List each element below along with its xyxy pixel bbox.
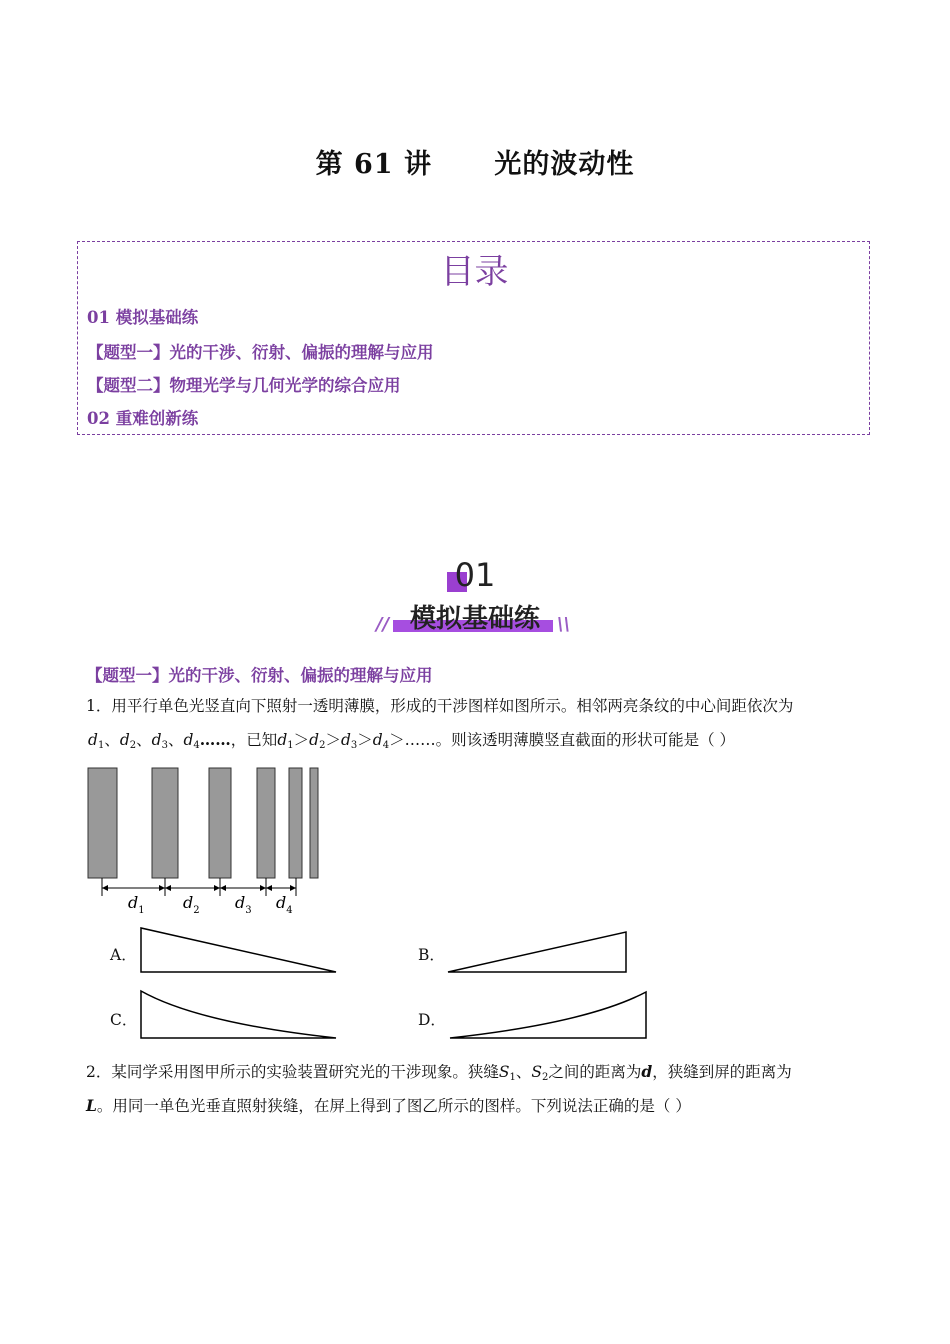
toc-item[interactable]: 【题型二】物理光学与几何光学的综合应用 [87,376,401,395]
fringe-bar [88,768,117,878]
section-number: 01 [454,556,496,594]
option-c-shape[interactable] [138,987,343,1043]
label-d2: $d_2$ [183,893,200,916]
toc-heading: 目录 [440,252,509,292]
option-b-shape[interactable] [445,925,635,977]
fringe-bar [209,768,231,878]
fringe-bar [152,768,178,878]
label-d1: $d_1$ [128,893,145,916]
document-title: 第 61 讲 光的波动性 [315,149,635,180]
fringe-bar [289,768,302,878]
interference-fringe-figure [80,760,340,920]
fringe-bar [310,768,318,878]
toc-item[interactable]: 02 重难创新练 [87,409,199,428]
section-slash-right: \\ [557,614,571,635]
section-slash-left: // [376,614,390,635]
fringe-bar [257,768,275,878]
option-a-label[interactable]: A． [110,946,137,964]
option-d-shape[interactable] [447,987,652,1043]
option-a-shape[interactable] [138,925,343,977]
label-d3: $d_3$ [235,893,252,916]
q1-line1: 1．用平行单色光竖直向下照射一透明薄膜，形成的干涉图样如图所示。相邻两亮条纹的中心间距依次为 [86,697,794,715]
label-d4: $d_4$ [276,893,293,916]
section-title: 模拟基础练 [409,604,540,634]
option-d-label[interactable]: D． [418,1011,446,1029]
toc-item[interactable]: 01 模拟基础练 [87,308,199,327]
q2-line1: 2．某同学采用图甲所示的实验装置研究光的干涉现象。狭缝$S_1$、$S_2$之间的距离为d，狭缝到屏的距离为 [86,1062,792,1083]
q2-line2: L。用同一单色光垂直照射狭缝，在屏上得到了图乙所示的图样。下列说法正确的是（ ） [86,1096,691,1115]
table-of-contents [77,241,870,435]
topic-label: 【题型一】光的干涉、衍射、偏振的理解与应用 [86,666,433,685]
toc-item[interactable]: 【题型一】光的干涉、衍射、偏振的理解与应用 [87,343,434,362]
option-b-label[interactable]: B． [418,946,445,964]
q1-line2: $d_1$、$d_2$、$d_3$、$d_4\dots\dots$，已知$d_1>d_2>d_3>d_4>\dots\dots$。则该透明薄膜竖直截面的形状可能是（ ） [88,730,736,751]
option-c-label[interactable]: C． [110,1011,138,1029]
